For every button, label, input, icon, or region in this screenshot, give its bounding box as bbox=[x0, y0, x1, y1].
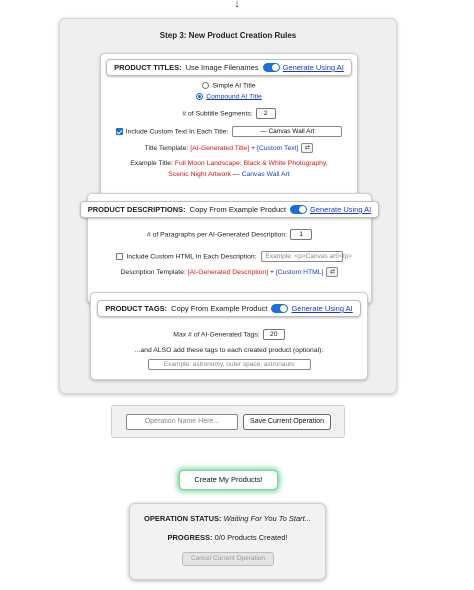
custom-text-input[interactable]: — Canvas Wall Art bbox=[232, 126, 342, 137]
title-template-label: Title Template: bbox=[144, 144, 189, 152]
swap-icon[interactable]: ⇄ bbox=[301, 143, 313, 153]
titles-option-label: Use Image Filenames bbox=[185, 63, 259, 72]
swap-icon[interactable]: ⇄ bbox=[326, 267, 338, 277]
example-title-red-1: Full Moon Landscape: Black & White Photography, bbox=[174, 160, 328, 167]
descriptions-header bbox=[80, 201, 380, 218]
extra-tags-input[interactable]: Example: astronomy, outer space, astronauts bbox=[148, 359, 311, 370]
tags-header bbox=[97, 300, 361, 317]
example-title-red-2: Scenic Night Artwork bbox=[168, 171, 232, 178]
descriptions-ai-toggle[interactable] bbox=[290, 205, 307, 214]
tags-option-label: Copy From Example Product bbox=[171, 304, 268, 313]
custom-text-checkbox[interactable] bbox=[116, 128, 123, 135]
title-template-plus: + bbox=[251, 144, 256, 152]
description-template-custom: [Custom HTML] bbox=[275, 268, 324, 276]
titles-ai-toggle[interactable] bbox=[263, 63, 280, 72]
segments-label: # of Subtitle Segments: bbox=[182, 110, 253, 118]
radio-simple-label: Simple AI Title bbox=[212, 82, 256, 90]
down-arrow-icon: ↓ bbox=[234, 0, 240, 10]
custom-html-checkbox[interactable] bbox=[116, 253, 123, 260]
custom-html-input[interactable]: Example: <p>Canvas art!</p> bbox=[261, 251, 343, 262]
titles-header-label: PRODUCT TITLES: bbox=[114, 63, 182, 72]
paragraphs-input[interactable]: 1 bbox=[290, 229, 312, 240]
example-title-blue: Canvas Wall Art bbox=[241, 171, 290, 178]
descriptions-ai-link[interactable]: Generate Using AI bbox=[309, 205, 372, 214]
status-card bbox=[129, 503, 326, 580]
also-tags-label: ...and ALSO add these tags to each created product (optional): bbox=[134, 347, 324, 354]
save-operation-button[interactable]: Save Current Operation bbox=[243, 414, 331, 430]
max-tags-label: Max # of AI-Generated Tags: bbox=[173, 331, 260, 339]
radio-compound-ai-title[interactable] bbox=[196, 93, 203, 100]
descriptions-card bbox=[87, 193, 372, 304]
radio-simple-ai-title[interactable] bbox=[202, 82, 209, 89]
progress-label: PROGRESS: bbox=[167, 533, 213, 542]
example-title-label: Example Title: bbox=[130, 160, 173, 167]
custom-text-label: Include Custom Text In Each Title: bbox=[125, 128, 229, 136]
description-template-ai: [AI-Generated Description] bbox=[187, 268, 269, 276]
create-products-button[interactable]: Create My Products! bbox=[179, 470, 278, 490]
titles-header bbox=[106, 59, 352, 76]
descriptions-header-label: PRODUCT DESCRIPTIONS: bbox=[87, 205, 186, 214]
operation-name-input[interactable]: Operation Name Here... bbox=[126, 414, 238, 430]
rules-panel bbox=[59, 18, 397, 394]
titles-ai-link[interactable]: Generate Using AI bbox=[282, 63, 344, 72]
title-template-custom: [Custom Text] bbox=[256, 144, 299, 152]
descriptions-option-label: Copy From Example Product bbox=[189, 205, 286, 214]
title-template-ai: [AI-Generated Title] bbox=[190, 144, 250, 152]
step-title: Step 3: New Product Creation Rules bbox=[159, 31, 297, 40]
max-tags-input[interactable]: 20 bbox=[263, 329, 285, 340]
operation-panel bbox=[111, 405, 345, 438]
radio-compound-label[interactable]: Compound AI Title bbox=[206, 93, 262, 101]
status-value: Waiting For You To Start... bbox=[223, 514, 311, 523]
segments-input[interactable]: 2 bbox=[256, 108, 276, 119]
cancel-operation-button[interactable]: Cancel Current Operation bbox=[182, 552, 274, 566]
status-label: OPERATION STATUS: bbox=[143, 514, 222, 523]
tags-ai-toggle[interactable] bbox=[271, 304, 288, 313]
titles-card bbox=[100, 53, 358, 201]
description-template-label: Description Template: bbox=[120, 268, 186, 276]
paragraphs-label: # of Paragraphs per AI-Generated Description: bbox=[146, 231, 288, 239]
tags-ai-link[interactable]: Generate Using AI bbox=[291, 304, 353, 313]
progress-value: 0/0 Products Created! bbox=[214, 533, 288, 542]
tags-header-label: PRODUCT TAGS: bbox=[105, 304, 168, 313]
example-title-dash: — bbox=[232, 171, 240, 178]
tags-card bbox=[90, 292, 368, 380]
description-template-plus: + bbox=[270, 268, 274, 276]
custom-html-label: Include Custom HTML In Each Description: bbox=[126, 253, 257, 261]
